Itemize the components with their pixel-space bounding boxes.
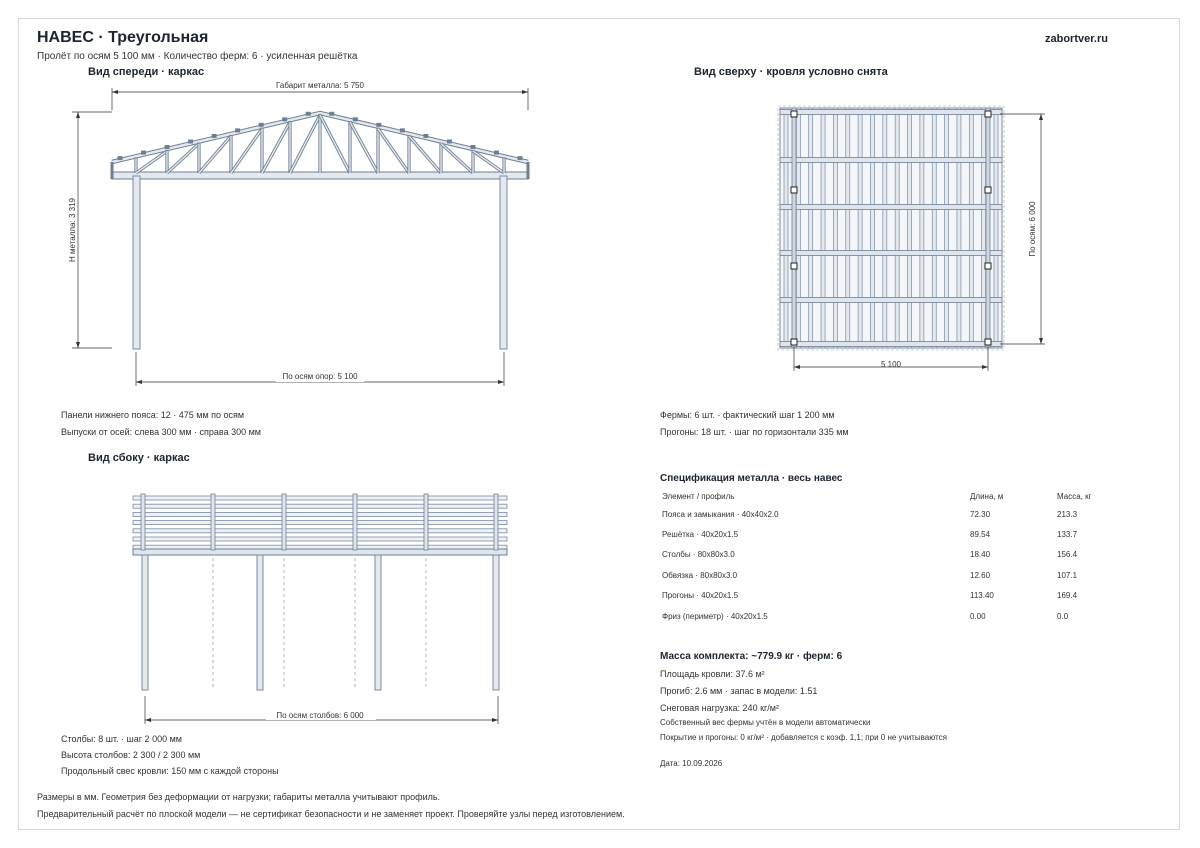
side-note-2: Высота столбов: 2 300 / 2 300 мм (61, 750, 201, 760)
spec-cell: 107.1 (1057, 570, 1078, 580)
side-beam-left (792, 108, 796, 348)
purlin (945, 108, 949, 348)
table-row (660, 524, 1117, 544)
purlin-section (188, 139, 193, 143)
dim-width-label: Габарит металла: 5 750 (276, 81, 364, 90)
front-view-drawing (0, 0, 560, 400)
page-subtitle: Пролёт по осям 5 100 мм · Количество ферм: 6 · усиленная решётка (37, 51, 358, 62)
purlin (870, 108, 874, 348)
truss-top (780, 251, 1002, 256)
spec-cell: 18.40 (970, 550, 991, 560)
purlin (982, 108, 986, 348)
truss-side (211, 494, 215, 550)
post-square (985, 187, 991, 193)
post-side (493, 555, 499, 690)
spec-heading: Спецификация металла · весь навес (660, 473, 843, 484)
truss-side (141, 494, 145, 550)
spec-small-note-2: Покрытие и прогоны: 0 кг/м² · добавляется с коэф. 1,1; при 0 не учитываются (660, 733, 947, 742)
purlin-section (282, 117, 287, 121)
truss-top (780, 110, 1002, 115)
side-beam-right (986, 108, 990, 348)
spec-small-note-1: Собственный вес фермы учтён в модели автоматически (660, 718, 871, 727)
purlin-section (447, 139, 452, 143)
purlin-section (212, 134, 217, 138)
post-side (142, 555, 148, 690)
truss-diagonal-inner (378, 129, 409, 173)
footer-note-1: Размеры в мм. Геометрия без деформации от нагрузки; габариты металла учитывают профиль. (37, 792, 441, 802)
top-view-drawing (700, 90, 1100, 390)
spec-cell: 12.60 (970, 570, 991, 580)
top-note-2: Прогоны: 18 шт. · шаг по горизонтали 335 мм (660, 427, 849, 437)
spec-summary-1: Площадь кровли: 37.6 м² (660, 669, 765, 679)
post-square (985, 111, 991, 117)
purlin (796, 108, 800, 348)
spec-summary-3: Снеговая нагрузка: 240 кг/м² (660, 703, 779, 713)
purlin-section (141, 151, 146, 155)
purlin (833, 108, 837, 348)
table-row (660, 565, 1117, 585)
post-side (257, 555, 263, 690)
purlin-side (133, 521, 507, 525)
post-square (791, 111, 797, 117)
purlin-section (376, 123, 381, 127)
purlin-section (235, 128, 240, 132)
truss-diagonal-inner (231, 129, 262, 173)
footer-note-2: Предварительный расчёт по плоской модели — не сертификат безопасности и не заменяет проект. Проверяйте узлы перед изготовлением. (37, 809, 625, 819)
truss-top (780, 298, 1002, 303)
beam-side (133, 549, 507, 555)
purlin-section (400, 128, 405, 132)
spec-cell: 156.4 (1057, 550, 1078, 560)
purlin (920, 108, 924, 348)
spec-cell: Обвязка · 80x80x3.0 (662, 570, 738, 580)
purlin-section (165, 145, 170, 149)
dim-top-width-label: 5 100 (880, 360, 902, 369)
purlin-side (133, 529, 507, 533)
purlin-section (118, 156, 123, 160)
dim-axes-label: По осям опор: 5 100 (282, 372, 358, 381)
purlin (883, 108, 887, 348)
purlin (932, 108, 936, 348)
top-view-heading: Вид сверху · кровля условно снята (694, 66, 888, 78)
spec-cell: 72.30 (970, 509, 991, 519)
dim-height-label: H металла: 3 319 (68, 198, 77, 262)
purlin (969, 108, 973, 348)
front-note-2: Выпуски от осей: слева 300 мм · справа 300 мм (61, 427, 261, 437)
spec-header-row (660, 488, 1117, 504)
post-square (791, 263, 797, 269)
post-side (375, 555, 381, 690)
purlin (957, 108, 961, 348)
truss-side (494, 494, 498, 550)
purlin-section (470, 145, 475, 149)
spec-cell: Прогоны · 40x20x1.5 (662, 591, 739, 601)
post-square (985, 339, 991, 345)
purlin (821, 108, 825, 348)
truss-diagonal-inner (290, 115, 320, 173)
spec-cell: Фриз (периметр) · 40x20x1.5 (662, 611, 768, 621)
truss-side (353, 494, 357, 550)
purlin-side (133, 537, 507, 541)
site-link[interactable]: zabortver.ru (1045, 33, 1108, 45)
spec-cell: 113.40 (970, 591, 994, 601)
post-left (133, 176, 140, 349)
front-note-1: Панели нижнего пояса: 12 · 475 мм по осям (61, 410, 245, 420)
spec-cell: 213.3 (1057, 509, 1078, 519)
bottom-chord (112, 172, 528, 179)
purlin-section (353, 117, 358, 121)
spec-cell: 169.4 (1057, 591, 1078, 601)
dim-side-axes-label: По осям столбов: 6 000 (276, 711, 364, 720)
spec-cell: Пояса и замыкания · 40x40x2.0 (662, 509, 779, 519)
roof-outline (780, 108, 1002, 348)
spec-col-length: Длина, м (970, 491, 1004, 501)
spec-cell: 133.7 (1057, 530, 1078, 540)
post-square (985, 263, 991, 269)
spec-cell: 0.0 (1057, 611, 1069, 621)
post-square (791, 187, 797, 193)
table-row (660, 545, 1117, 565)
spec-date: Дата: 10.09.2026 (660, 759, 723, 768)
truss-side (282, 494, 286, 550)
purlin (809, 108, 813, 348)
spec-cell: 0.00 (970, 611, 986, 621)
front-view-heading: Вид спереди · каркас (88, 66, 205, 78)
page-title: НАВЕС · Треугольная (37, 29, 209, 46)
purlin-side (133, 512, 507, 516)
purlin (908, 108, 912, 348)
purlin (895, 108, 899, 348)
side-note-3: Продольный свес кровли: 150 мм с каждой стороны (61, 766, 279, 776)
spec-total: Масса комплекта: ~779.9 кг · ферм: 6 (660, 651, 843, 662)
spec-col-mass: Масса, кг (1057, 491, 1092, 501)
truss-top (780, 158, 1002, 163)
spec-summary-2: Прогиб: 2.6 мм · запас в модели: 1.51 (660, 686, 818, 696)
purlin-section (494, 151, 499, 155)
purlin-section (306, 112, 311, 116)
spec-cell: Решётка · 40x20x1.5 (662, 530, 739, 540)
purlin (858, 108, 862, 348)
post-right (500, 176, 507, 349)
purlin-side (133, 504, 507, 508)
side-note-1: Столбы: 8 шт. · шаг 2 000 мм (61, 734, 182, 744)
truss-diagonal-inner (350, 122, 378, 173)
truss-side (424, 494, 428, 550)
dim-top-length-label: По осям: 6 000 (1028, 201, 1037, 257)
side-view-heading: Вид сбоку · каркас (88, 452, 190, 464)
truss-diagonal-inner (262, 122, 290, 173)
spec-cell: Столбы · 80x80x3.0 (662, 550, 735, 560)
truss-diagonal-inner (320, 115, 350, 173)
top-note-1: Фермы: 6 шт. · фактический шаг 1 200 мм (660, 410, 835, 420)
purlin-section (518, 156, 523, 160)
truss-top (780, 342, 1002, 347)
purlin-section (423, 134, 428, 138)
side-view-drawing (0, 480, 560, 730)
purlin-section (259, 123, 264, 127)
table-row (660, 504, 1117, 524)
purlin (784, 108, 788, 348)
purlin (846, 108, 850, 348)
post-square (791, 339, 797, 345)
spec-cell: 89.54 (970, 530, 991, 540)
table-row (660, 606, 1117, 626)
purlin-side (133, 496, 507, 500)
table-row (660, 586, 1117, 606)
spec-table (660, 488, 1117, 626)
truss-top (780, 205, 1002, 210)
purlin (994, 108, 998, 348)
purlin-section (329, 112, 334, 116)
spec-col-element: Элемент / профиль (662, 491, 735, 501)
